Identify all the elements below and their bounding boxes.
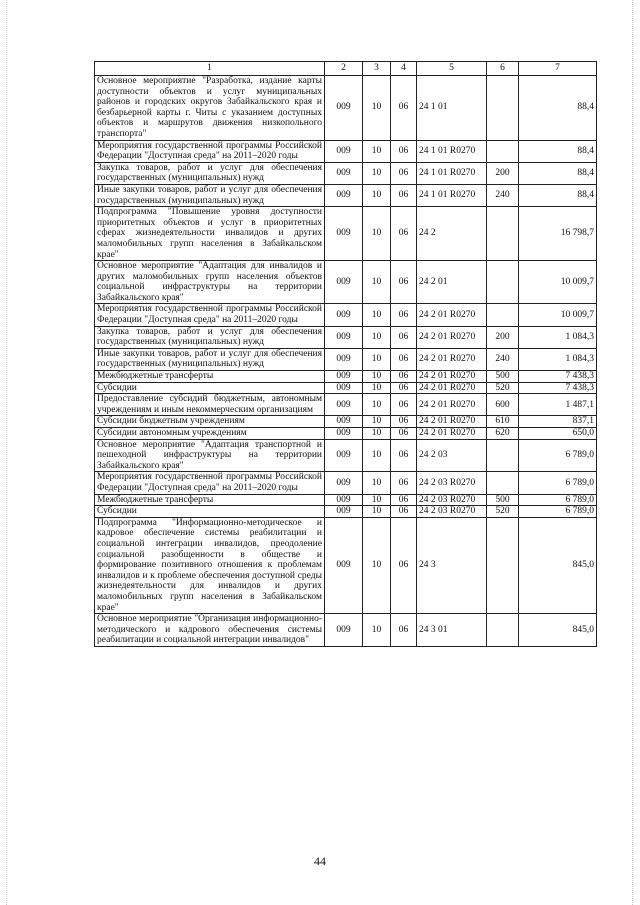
section-code-cell: 10 <box>363 428 391 440</box>
row-name-cell: Мероприятия государственной программы Российской Федерации "Доступная среда" на 2011–2020 годы <box>95 140 325 162</box>
target-item-code-cell: 24 2 03 R0270 <box>417 472 487 494</box>
table-row <box>95 494 597 506</box>
expense-type-cell <box>487 304 519 326</box>
target-item-code-cell: 24 1 01 R0270 <box>417 140 487 162</box>
target-item-code-cell: 24 1 01 <box>417 76 487 141</box>
expense-type-cell <box>487 517 519 613</box>
row-name-cell: Межбюджетные трансферты <box>95 494 325 506</box>
ministry-code-cell: 009 <box>325 614 363 647</box>
section-code-cell: 10 <box>363 184 391 206</box>
col-2-header: 2 <box>325 62 363 76</box>
subsection-code-cell: 06 <box>391 184 417 206</box>
target-item-code-cell: 24 2 03 <box>417 439 487 472</box>
expense-type-cell: 240 <box>487 348 519 370</box>
amount-cell: 1 084,3 <box>519 326 597 348</box>
table-row <box>95 261 597 304</box>
row-name-cell: Основное мероприятие "Организация информационно-методического и кадрового обеспечения системы реабилитации и социальной интеграции инвалидов" <box>95 614 325 647</box>
subsection-code-cell: 06 <box>391 428 417 440</box>
amount-cell: 6 789,0 <box>519 494 597 506</box>
amount-cell: 1 487,1 <box>519 394 597 416</box>
section-code-cell: 10 <box>363 261 391 304</box>
expense-type-cell: 600 <box>487 394 519 416</box>
section-code-cell: 10 <box>363 614 391 647</box>
target-item-code-cell: 24 2 01 R0270 <box>417 416 487 428</box>
ministry-code-cell: 009 <box>325 394 363 416</box>
ministry-code-cell: 009 <box>325 439 363 472</box>
ministry-code-cell: 009 <box>325 472 363 494</box>
row-name-cell: Мероприятия государственной программы Российской Федерации "Доступная среда" на 2011–2020 годы <box>95 304 325 326</box>
col-7-header: 7 <box>519 62 597 76</box>
expense-type-cell <box>487 439 519 472</box>
section-code-cell: 10 <box>363 439 391 472</box>
row-name-cell: Основное мероприятие "Разработка, издание карты доступности объектов и услуг муниципальных районов и городских округов Забайкальского края и безбарьерной карты г. Читы с указанием доступных объектов и маршрутов движения низкопольного транспорта" <box>95 76 325 141</box>
expense-type-cell: 200 <box>487 326 519 348</box>
section-code-cell: 10 <box>363 207 391 261</box>
table-row <box>95 416 597 428</box>
ministry-code-cell: 009 <box>325 348 363 370</box>
section-code-cell: 10 <box>363 382 391 394</box>
section-code-cell: 10 <box>363 76 391 141</box>
subsection-code-cell: 06 <box>391 304 417 326</box>
target-item-code-cell: 24 2 03 R0270 <box>417 506 487 518</box>
ministry-code-cell: 009 <box>325 162 363 184</box>
target-item-code-cell: 24 2 01 R0270 <box>417 428 487 440</box>
table-row <box>95 371 597 383</box>
expense-type-cell: 610 <box>487 416 519 428</box>
section-code-cell: 10 <box>363 326 391 348</box>
table-row <box>95 439 597 472</box>
section-code-cell: 10 <box>363 140 391 162</box>
section-code-cell: 10 <box>363 506 391 518</box>
col-6-header: 6 <box>487 62 519 76</box>
target-item-code-cell: 24 3 01 <box>417 614 487 647</box>
table-row <box>95 517 597 613</box>
ministry-code-cell: 009 <box>325 494 363 506</box>
section-code-cell: 10 <box>363 162 391 184</box>
table-row <box>95 394 597 416</box>
expense-type-cell: 520 <box>487 382 519 394</box>
col-1-header: 1 <box>95 62 325 76</box>
target-item-code-cell: 24 2 01 R0270 <box>417 348 487 370</box>
row-name-cell: Межбюджетные трансферты <box>95 371 325 383</box>
row-name-cell: Иные закупки товаров, работ и услуг для обеспечения государственных (муниципальных) нужд <box>95 348 325 370</box>
target-item-code-cell: 24 2 03 R0270 <box>417 494 487 506</box>
table-row <box>95 140 597 162</box>
row-name-cell: Закупка товаров, работ и услуг для обеспечения государственных (муниципальных) нужд <box>95 326 325 348</box>
table-row <box>95 472 597 494</box>
subsection-code-cell: 06 <box>391 76 417 141</box>
amount-cell: 6 789,0 <box>519 506 597 518</box>
col-3-header: 3 <box>363 62 391 76</box>
page-number: 44 <box>314 854 326 868</box>
amount-cell: 16 798,7 <box>519 207 597 261</box>
target-item-code-cell: 24 2 01 R0270 <box>417 394 487 416</box>
section-code-cell: 10 <box>363 517 391 613</box>
table-row <box>95 614 597 647</box>
amount-cell: 10 009,7 <box>519 304 597 326</box>
section-code-cell: 10 <box>363 304 391 326</box>
expense-type-cell: 240 <box>487 184 519 206</box>
ministry-code-cell: 009 <box>325 506 363 518</box>
table-row <box>95 382 597 394</box>
amount-cell: 845,0 <box>519 614 597 647</box>
table-row <box>95 348 597 370</box>
ministry-code-cell: 009 <box>325 326 363 348</box>
subsection-code-cell: 06 <box>391 439 417 472</box>
table-row <box>95 162 597 184</box>
target-item-code-cell: 24 1 01 R0270 <box>417 162 487 184</box>
expense-type-cell <box>487 472 519 494</box>
ministry-code-cell: 009 <box>325 416 363 428</box>
subsection-code-cell: 06 <box>391 494 417 506</box>
expense-type-cell: 620 <box>487 428 519 440</box>
expense-type-cell <box>487 614 519 647</box>
left-margin-line <box>6 0 7 905</box>
amount-cell: 88,4 <box>519 140 597 162</box>
subsection-code-cell: 06 <box>391 261 417 304</box>
row-name-cell: Предоставление субсидий бюджетным, автономным учреждениям и иным некоммерческим организациям <box>95 394 325 416</box>
table-row <box>95 304 597 326</box>
section-code-cell: 10 <box>363 472 391 494</box>
target-item-code-cell: 24 1 01 R0270 <box>417 184 487 206</box>
ministry-code-cell: 009 <box>325 304 363 326</box>
amount-cell: 1 084,3 <box>519 348 597 370</box>
target-item-code-cell: 24 2 01 R0270 <box>417 371 487 383</box>
ministry-code-cell: 009 <box>325 184 363 206</box>
expense-type-cell <box>487 140 519 162</box>
amount-cell: 88,4 <box>519 76 597 141</box>
row-name-cell: Мероприятия государственной программы Российской Федерации "Доступная среда" на 2011–2020 годы <box>95 472 325 494</box>
amount-cell: 6 789,0 <box>519 472 597 494</box>
expense-type-cell: 500 <box>487 494 519 506</box>
row-name-cell: Субсидии <box>95 506 325 518</box>
amount-cell: 845,0 <box>519 517 597 613</box>
budget-table <box>94 61 597 647</box>
subsection-code-cell: 06 <box>391 371 417 383</box>
row-name-cell: Субсидии <box>95 382 325 394</box>
row-name-cell: Закупка товаров, работ и услуг для обеспечения государственных (муниципальных) нужд <box>95 162 325 184</box>
section-code-cell: 10 <box>363 494 391 506</box>
ministry-code-cell: 009 <box>325 371 363 383</box>
subsection-code-cell: 06 <box>391 326 417 348</box>
amount-cell: 837,1 <box>519 416 597 428</box>
col-5-header: 5 <box>417 62 487 76</box>
right-margin-line <box>632 0 633 905</box>
table-row <box>95 506 597 518</box>
target-item-code-cell: 24 2 01 R0270 <box>417 326 487 348</box>
expense-type-cell <box>487 207 519 261</box>
table-row <box>95 207 597 261</box>
table-row <box>95 428 597 440</box>
ministry-code-cell: 009 <box>325 261 363 304</box>
amount-cell: 7 438,3 <box>519 371 597 383</box>
section-code-cell: 10 <box>363 416 391 428</box>
row-name-cell: Подпрограмма "Повышение уровня доступности приоритетных объектов и услуг в приоритетных сферах жизнедеятельности инвалидов и других маломобильных групп населения в Забайкальском крае" <box>95 207 325 261</box>
ministry-code-cell: 009 <box>325 76 363 141</box>
subsection-code-cell: 06 <box>391 517 417 613</box>
subsection-code-cell: 06 <box>391 472 417 494</box>
table-header-row <box>95 62 597 76</box>
expense-type-cell: 200 <box>487 162 519 184</box>
subsection-code-cell: 06 <box>391 382 417 394</box>
amount-cell: 88,4 <box>519 162 597 184</box>
target-item-code-cell: 24 2 <box>417 207 487 261</box>
col-4-header: 4 <box>391 62 417 76</box>
row-name-cell: Основное мероприятие "Адаптация транспортной и пешеходной инфраструктуры на территории Забайкальского края" <box>95 439 325 472</box>
subsection-code-cell: 06 <box>391 394 417 416</box>
target-item-code-cell: 24 2 01 R0270 <box>417 382 487 394</box>
expense-type-cell: 500 <box>487 371 519 383</box>
amount-cell: 10 009,7 <box>519 261 597 304</box>
ministry-code-cell: 009 <box>325 140 363 162</box>
ministry-code-cell: 009 <box>325 207 363 261</box>
table-row <box>95 326 597 348</box>
subsection-code-cell: 06 <box>391 506 417 518</box>
target-item-code-cell: 24 2 01 <box>417 261 487 304</box>
section-code-cell: 10 <box>363 348 391 370</box>
subsection-code-cell: 06 <box>391 162 417 184</box>
table-row <box>95 76 597 141</box>
row-name-cell: Субсидии бюджетным учреждениям <box>95 416 325 428</box>
target-item-code-cell: 24 2 01 R0270 <box>417 304 487 326</box>
section-code-cell: 10 <box>363 371 391 383</box>
expense-type-cell <box>487 76 519 141</box>
expense-type-cell: 520 <box>487 506 519 518</box>
subsection-code-cell: 06 <box>391 416 417 428</box>
row-name-cell: Субсидии автономным учреждениям <box>95 428 325 440</box>
row-name-cell: Подпрограмма "Информационно-методическое и кадровое обеспечение системы реабилитации и социальной интеграции инвалидов, преодоление социальной разобщенности в обществе и формирование позитивного отношения к проблемам инвалидов и к проблеме обеспечения доступной среды жизнедеятельности для инвалидов и других маломобильных групп населения в Забайкальском крае" <box>95 517 325 613</box>
target-item-code-cell: 24 3 <box>417 517 487 613</box>
table-row <box>95 184 597 206</box>
row-name-cell: Иные закупки товаров, работ и услуг для обеспечения государственных (муниципальных) нужд <box>95 184 325 206</box>
row-name-cell: Основное мероприятие "Адаптация для инвалидов и других маломобильных групп населения объектов социальной инфраструктуры на территории Забайкальского края" <box>95 261 325 304</box>
ministry-code-cell: 009 <box>325 517 363 613</box>
subsection-code-cell: 06 <box>391 614 417 647</box>
amount-cell: 650,0 <box>519 428 597 440</box>
section-code-cell: 10 <box>363 394 391 416</box>
subsection-code-cell: 06 <box>391 140 417 162</box>
ministry-code-cell: 009 <box>325 382 363 394</box>
expense-type-cell <box>487 261 519 304</box>
amount-cell: 88,4 <box>519 184 597 206</box>
ministry-code-cell: 009 <box>325 428 363 440</box>
table-body <box>95 76 597 647</box>
amount-cell: 7 438,3 <box>519 382 597 394</box>
subsection-code-cell: 06 <box>391 207 417 261</box>
subsection-code-cell: 06 <box>391 348 417 370</box>
amount-cell: 6 789,0 <box>519 439 597 472</box>
